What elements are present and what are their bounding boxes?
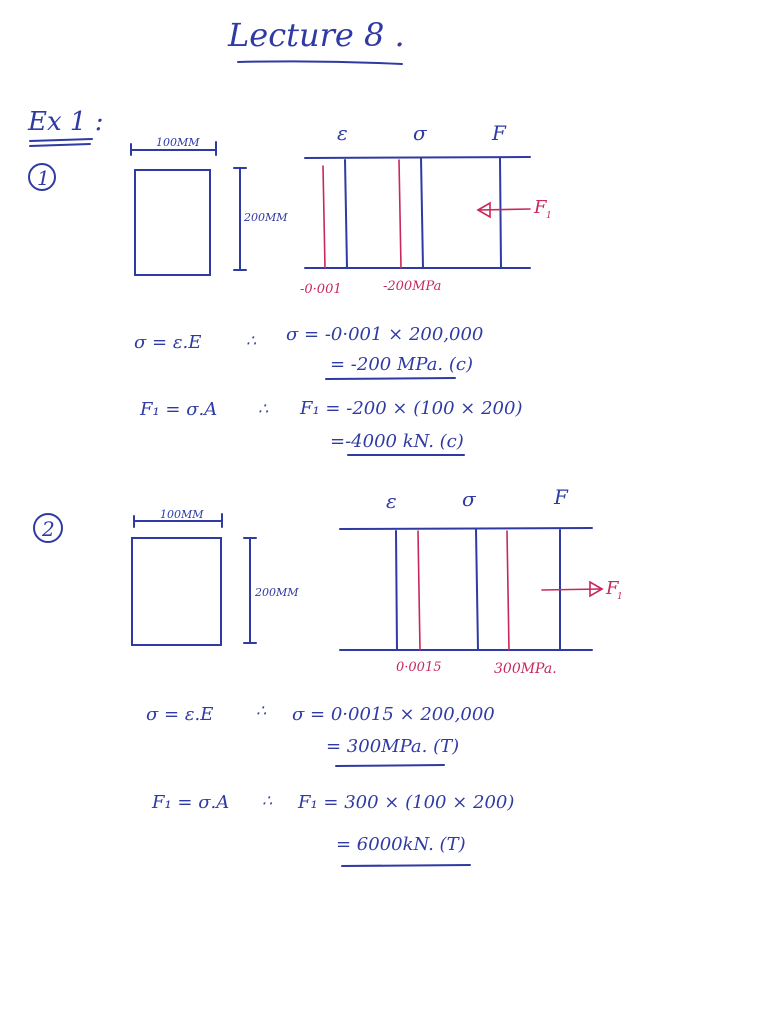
case-2-diagram-top xyxy=(340,528,592,529)
case-1-strain-line xyxy=(323,166,325,268)
case-1-col-stress: σ xyxy=(413,121,427,145)
case-2-force-arrow-shaft xyxy=(542,589,600,590)
case-1-eq2-left: F₁ = σ.A xyxy=(140,399,218,420)
case-1-eq1-line1: σ = -0·001 × 200,000 xyxy=(286,324,484,345)
case-2-eq1-line2: = 300MPa. (T) xyxy=(326,736,460,757)
case-2-stress-value: 300MPa. xyxy=(494,661,557,677)
case-1-section xyxy=(135,170,210,275)
case-1-eq2-therefore: ∴ xyxy=(258,399,269,418)
case-1-eq1-underline xyxy=(326,378,455,379)
title-underline xyxy=(238,61,402,64)
case-1-height-label: 200MM xyxy=(244,211,288,224)
case-2-width-label: 100MM xyxy=(160,508,204,521)
case-2-stress-line xyxy=(507,531,509,650)
case-1-stress-value: -200MPa xyxy=(383,279,442,294)
page-title: Lecture 8 . xyxy=(228,16,405,54)
example-underline-2 xyxy=(30,144,90,146)
case-2-eq1-left: σ = ε.E xyxy=(146,704,214,725)
case-1-col-force: F xyxy=(492,121,506,145)
case-1-force-label: F xyxy=(534,197,547,218)
case-2-eq1-line1: σ = 0·0015 × 200,000 xyxy=(292,704,495,725)
case-2-number: 2 xyxy=(42,517,55,541)
case-2-stress-axis xyxy=(476,530,478,650)
case-2-eq2-left: F₁ = σ.A xyxy=(152,792,230,813)
case-2-strain-line xyxy=(418,531,420,650)
case-2 xyxy=(34,485,623,866)
case-1-width-label: 100MM xyxy=(156,136,200,149)
case-1-eq2-line2: =-4000 kN. (c) xyxy=(330,431,464,452)
case-2-eq2-underline xyxy=(342,865,470,866)
case-1-eq1-line2: = -200 MPa. (c) xyxy=(330,354,473,375)
example-underline xyxy=(30,139,92,141)
case-2-force-sub: 1 xyxy=(617,592,623,602)
case-2-force-label: F xyxy=(606,578,619,599)
case-1-eq1-therefore: ∴ xyxy=(246,331,257,350)
case-2-eq1-therefore: ∴ xyxy=(256,701,267,720)
case-2-height-label: 200MM xyxy=(255,586,299,599)
case-1-force-arrow-shaft xyxy=(478,209,530,210)
example-label: Ex 1 : xyxy=(28,107,104,137)
case-2-col-strain: ε xyxy=(386,489,397,513)
case-1-force-axis xyxy=(500,158,501,268)
case-2-eq2-therefore: ∴ xyxy=(262,791,273,810)
case-2-strain-value: 0·0015 xyxy=(396,660,442,675)
case-1 xyxy=(29,121,552,455)
case-2-eq2-line1: F₁ = 300 × (100 × 200) xyxy=(298,792,515,813)
case-1-number: 1 xyxy=(37,166,50,190)
case-2-col-force: F xyxy=(554,485,568,509)
case-1-stress-line xyxy=(399,160,401,268)
case-1-eq2-line1: F₁ = -200 × (100 × 200) xyxy=(300,398,523,419)
case-1-diagram-top xyxy=(305,157,530,158)
case-2-strain-axis xyxy=(396,531,397,650)
case-1-force-sub: 1 xyxy=(546,211,552,221)
case-1-stress-axis xyxy=(421,158,423,268)
case-2-col-stress: σ xyxy=(462,487,476,511)
case-1-col-strain: ε xyxy=(337,121,348,145)
case-1-eq1-left: σ = ε.E xyxy=(134,332,202,353)
case-2-eq1-underline xyxy=(336,765,444,766)
case-1-strain-value: -0·001 xyxy=(300,282,342,297)
case-1-strain-axis xyxy=(345,160,347,268)
case-2-section xyxy=(132,538,221,645)
case-2-eq2-line2: = 6000kN. (T) xyxy=(336,834,466,855)
